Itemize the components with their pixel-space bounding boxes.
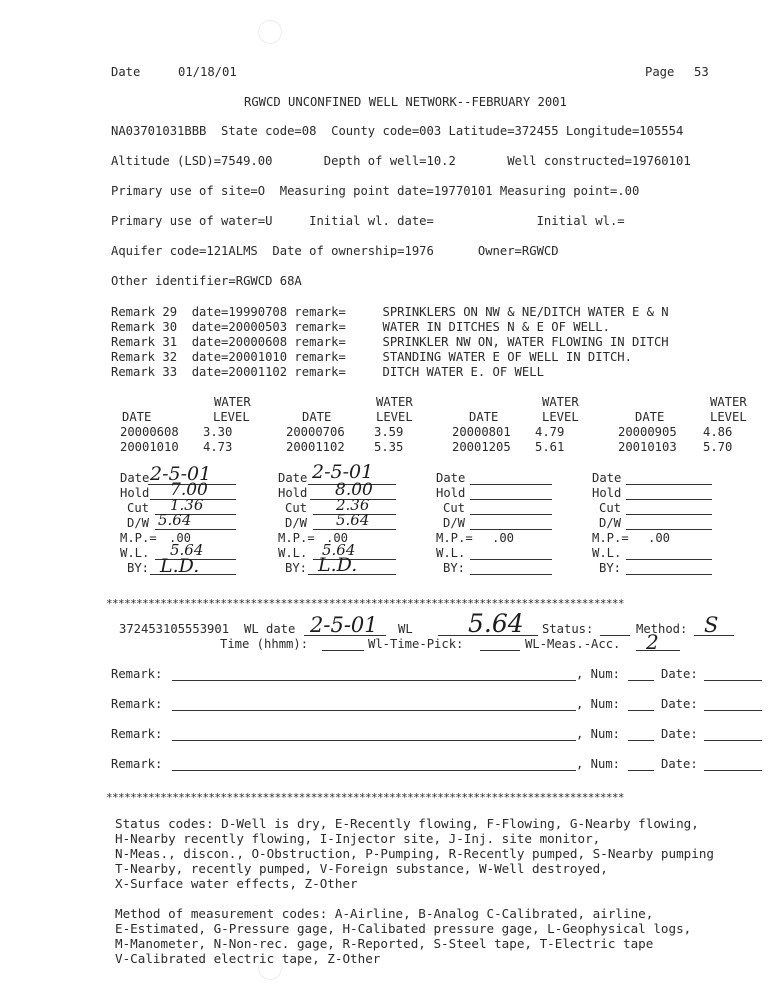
level-value: 4.86	[703, 425, 733, 439]
remark-input[interactable]	[172, 770, 576, 771]
remark-date-label: Date:	[661, 667, 698, 681]
remark-num-label: , Num:	[576, 667, 621, 681]
hw-dw: 5.64	[158, 511, 192, 529]
remark-line: Remark 33 date=20001102 remark= DITCH WATER E. OF WELL	[111, 365, 544, 379]
form-label-date: Date	[278, 471, 308, 485]
form-label-hold: Hold	[278, 486, 308, 500]
form-label-dw: D/W	[443, 516, 466, 530]
hw-hold: 7.00	[170, 480, 208, 500]
remark-entry-label: Remark:	[111, 697, 163, 711]
col-header-water: WATER	[710, 395, 747, 409]
col-header-water: WATER	[376, 395, 413, 409]
remark-date-label: Date:	[661, 697, 698, 711]
form-label-date: Date	[436, 471, 466, 485]
info-line: Primary use of site=O Measuring point date=19770101 Measuring point=.00	[111, 184, 640, 198]
status-label: Status:	[542, 622, 594, 636]
report-date: 01/18/01	[178, 65, 237, 79]
remark-date-label: Date:	[661, 757, 698, 771]
form-label-dw: D/W	[285, 516, 308, 530]
form-label-by: BY:	[443, 561, 466, 575]
pick-label: Wl-Time-Pick:	[368, 637, 464, 651]
hw-method[interactable]: S	[704, 613, 719, 637]
level-date: 20010103	[618, 440, 677, 454]
hw-cut: 1.36	[170, 496, 204, 514]
info-line: Other identifier=RGWCD 68A	[111, 274, 302, 288]
hw-wl-date[interactable]: 2-5-01	[310, 613, 378, 637]
hw-by: L.D.	[160, 555, 200, 577]
page-label: Page	[645, 65, 675, 79]
level-value: 3.30	[203, 425, 233, 439]
col-header-date: DATE	[122, 410, 152, 424]
col-header-level: LEVEL	[542, 410, 579, 424]
level-value: 4.79	[535, 425, 565, 439]
hw-date: 2-5-01	[150, 463, 212, 485]
hw-date: 2-5-01	[312, 461, 374, 483]
legend-line: Status codes: D-Well is dry, E-Recently flowing, F-Flowing, G-Nearby flowing,	[115, 816, 699, 831]
form-label-date: Date	[120, 471, 150, 485]
form-label-mp: M.P.=	[120, 531, 157, 545]
form-label-wl: W.L.	[592, 546, 622, 560]
page-title: RGWCD UNCONFINED WELL NETWORK--FEBRUARY 2001	[244, 95, 567, 109]
hw-hold: 8.00	[335, 480, 373, 500]
remark-entry-label: Remark:	[111, 727, 163, 741]
level-value: 5.70	[703, 440, 733, 454]
legend-line: M-Manometer, N-Non-rec. gage, R-Reported, S-Steel tape, T-Electric tape	[115, 936, 654, 951]
form-label-dw: D/W	[127, 516, 150, 530]
remark-num-label: , Num:	[576, 757, 621, 771]
separator: **************************************************************************************	[106, 791, 624, 804]
form-label-dw: D/W	[599, 516, 622, 530]
form-label-wl: W.L.	[278, 546, 308, 560]
form-label-cut: Cut	[599, 501, 622, 515]
form-label-hold: Hold	[592, 486, 622, 500]
form-label-mp: M.P.=	[278, 531, 315, 545]
form-label-by: BY:	[599, 561, 622, 575]
form-label-date: Date	[592, 471, 622, 485]
hw-wl-value[interactable]: 5.64	[468, 609, 524, 638]
remark-num-label: , Num:	[576, 727, 621, 741]
form-label-cut: Cut	[443, 501, 466, 515]
method-label: Method:	[636, 622, 688, 636]
legend-line: T-Nearby, recently pumped, V-Foreign substance, W-Well destroyed,	[115, 861, 608, 876]
form-label-hold: Hold	[120, 486, 150, 500]
site-id: 372453105553901	[119, 622, 230, 636]
acc-label: WL-Meas.-Acc.	[525, 637, 621, 651]
form-label-wl: W.L.	[436, 546, 466, 560]
col-header-date: DATE	[302, 410, 332, 424]
col-header-level: LEVEL	[710, 410, 747, 424]
hw-by: L.D.	[318, 554, 358, 576]
wl-label: WL	[398, 622, 413, 636]
form-mp-value: .00	[648, 531, 671, 545]
level-value: 5.61	[535, 440, 565, 454]
info-line: Altitude (LSD)=7549.00 Depth of well=10.2 Well constructed=19760101	[111, 154, 691, 168]
hw-cut: 2.36	[336, 496, 370, 514]
col-header-water: WATER	[214, 395, 251, 409]
page-number: 53	[694, 65, 709, 79]
col-header-level: LEVEL	[213, 410, 250, 424]
legend-line: H-Nearby recently flowing, I-Injector site, J-Inj. site monitor,	[115, 831, 601, 846]
remark-entry-label: Remark:	[111, 757, 163, 771]
form-label-by: BY:	[285, 561, 308, 575]
remark-date-label: Date:	[661, 727, 698, 741]
col-header-level: LEVEL	[376, 410, 413, 424]
legend-line: N-Meas., discon., O-Obstruction, P-Pumping, R-Recently pumped, S-Nearby pumping	[115, 846, 714, 861]
form-mp-value: .00	[492, 531, 515, 545]
info-line: NA03701031BBB State code=08 County code=003 Latitude=372455 Longitude=105554	[111, 124, 684, 138]
level-value: 5.35	[374, 440, 404, 454]
level-date: 20001102	[286, 440, 345, 454]
form-mp-value: .00	[169, 531, 192, 545]
info-line: Aquifer code=121ALMS Date of ownership=1976 Owner=RGWCD	[111, 244, 559, 258]
hw-wl: 5.64	[170, 541, 204, 559]
remark-line: Remark 32 date=20001010 remark= STANDING WATER E OF WELL IN DITCH.	[111, 350, 632, 364]
level-date: 20000608	[120, 425, 179, 439]
remark-input[interactable]	[172, 710, 576, 711]
col-header-date: DATE	[469, 410, 499, 424]
level-date: 20000706	[286, 425, 345, 439]
form-mp-value: .00	[326, 531, 349, 545]
level-date: 20001205	[452, 440, 511, 454]
wl-date-label: WL date	[244, 622, 296, 636]
remark-line: Remark 30 date=20000503 remark= WATER IN DITCHES N & E OF WELL.	[111, 320, 610, 334]
form-label-mp: M.P.=	[436, 531, 473, 545]
date-label: Date	[111, 65, 141, 79]
time-label: Time (hhmm):	[220, 637, 309, 651]
form-label-wl: W.L.	[120, 546, 150, 560]
remark-line: Remark 31 date=20000608 remark= SPRINKLER NW ON, WATER FLOWING IN DITCH	[111, 335, 669, 349]
col-header-date: DATE	[635, 410, 665, 424]
form-label-mp: M.P.=	[592, 531, 629, 545]
separator: **************************************************************************************	[106, 597, 624, 610]
form-label-cut: Cut	[127, 501, 150, 515]
info-line: Primary use of water=U Initial wl. date= Initial wl.=	[111, 214, 625, 228]
level-date: 20000905	[618, 425, 677, 439]
form-label-cut: Cut	[285, 501, 308, 515]
level-date: 20000801	[452, 425, 511, 439]
legend-line: E-Estimated, G-Pressure gage, H-Calibated pressure gage, L-Geophysical logs,	[115, 921, 692, 936]
level-value: 4.73	[203, 440, 233, 454]
remark-entry-label: Remark:	[111, 667, 163, 681]
level-value: 3.59	[374, 425, 404, 439]
legend-line: V-Calibrated electric tape, Z-Other	[115, 951, 381, 966]
col-header-water: WATER	[542, 395, 579, 409]
legend-line: Method of measurement codes: A-Airline, B-Analog C-Calibrated, airline,	[115, 906, 654, 921]
hw-dw: 5.64	[336, 511, 370, 529]
remark-line: Remark 29 date=19990708 remark= SPRINKLERS ON NW & NE/DITCH WATER E & N	[111, 305, 669, 319]
legend-line: X-Surface water effects, Z-Other	[115, 876, 358, 891]
hw-acc[interactable]: 2	[646, 630, 659, 654]
form-label-hold: Hold	[436, 486, 466, 500]
form-label-by: BY:	[127, 561, 150, 575]
level-date: 20001010	[120, 440, 179, 454]
punch-hole-top	[258, 20, 282, 44]
hw-wl: 5.64	[322, 541, 356, 559]
remark-input[interactable]	[172, 740, 576, 741]
remark-num-label: , Num:	[576, 697, 621, 711]
remark-input[interactable]	[172, 680, 576, 681]
